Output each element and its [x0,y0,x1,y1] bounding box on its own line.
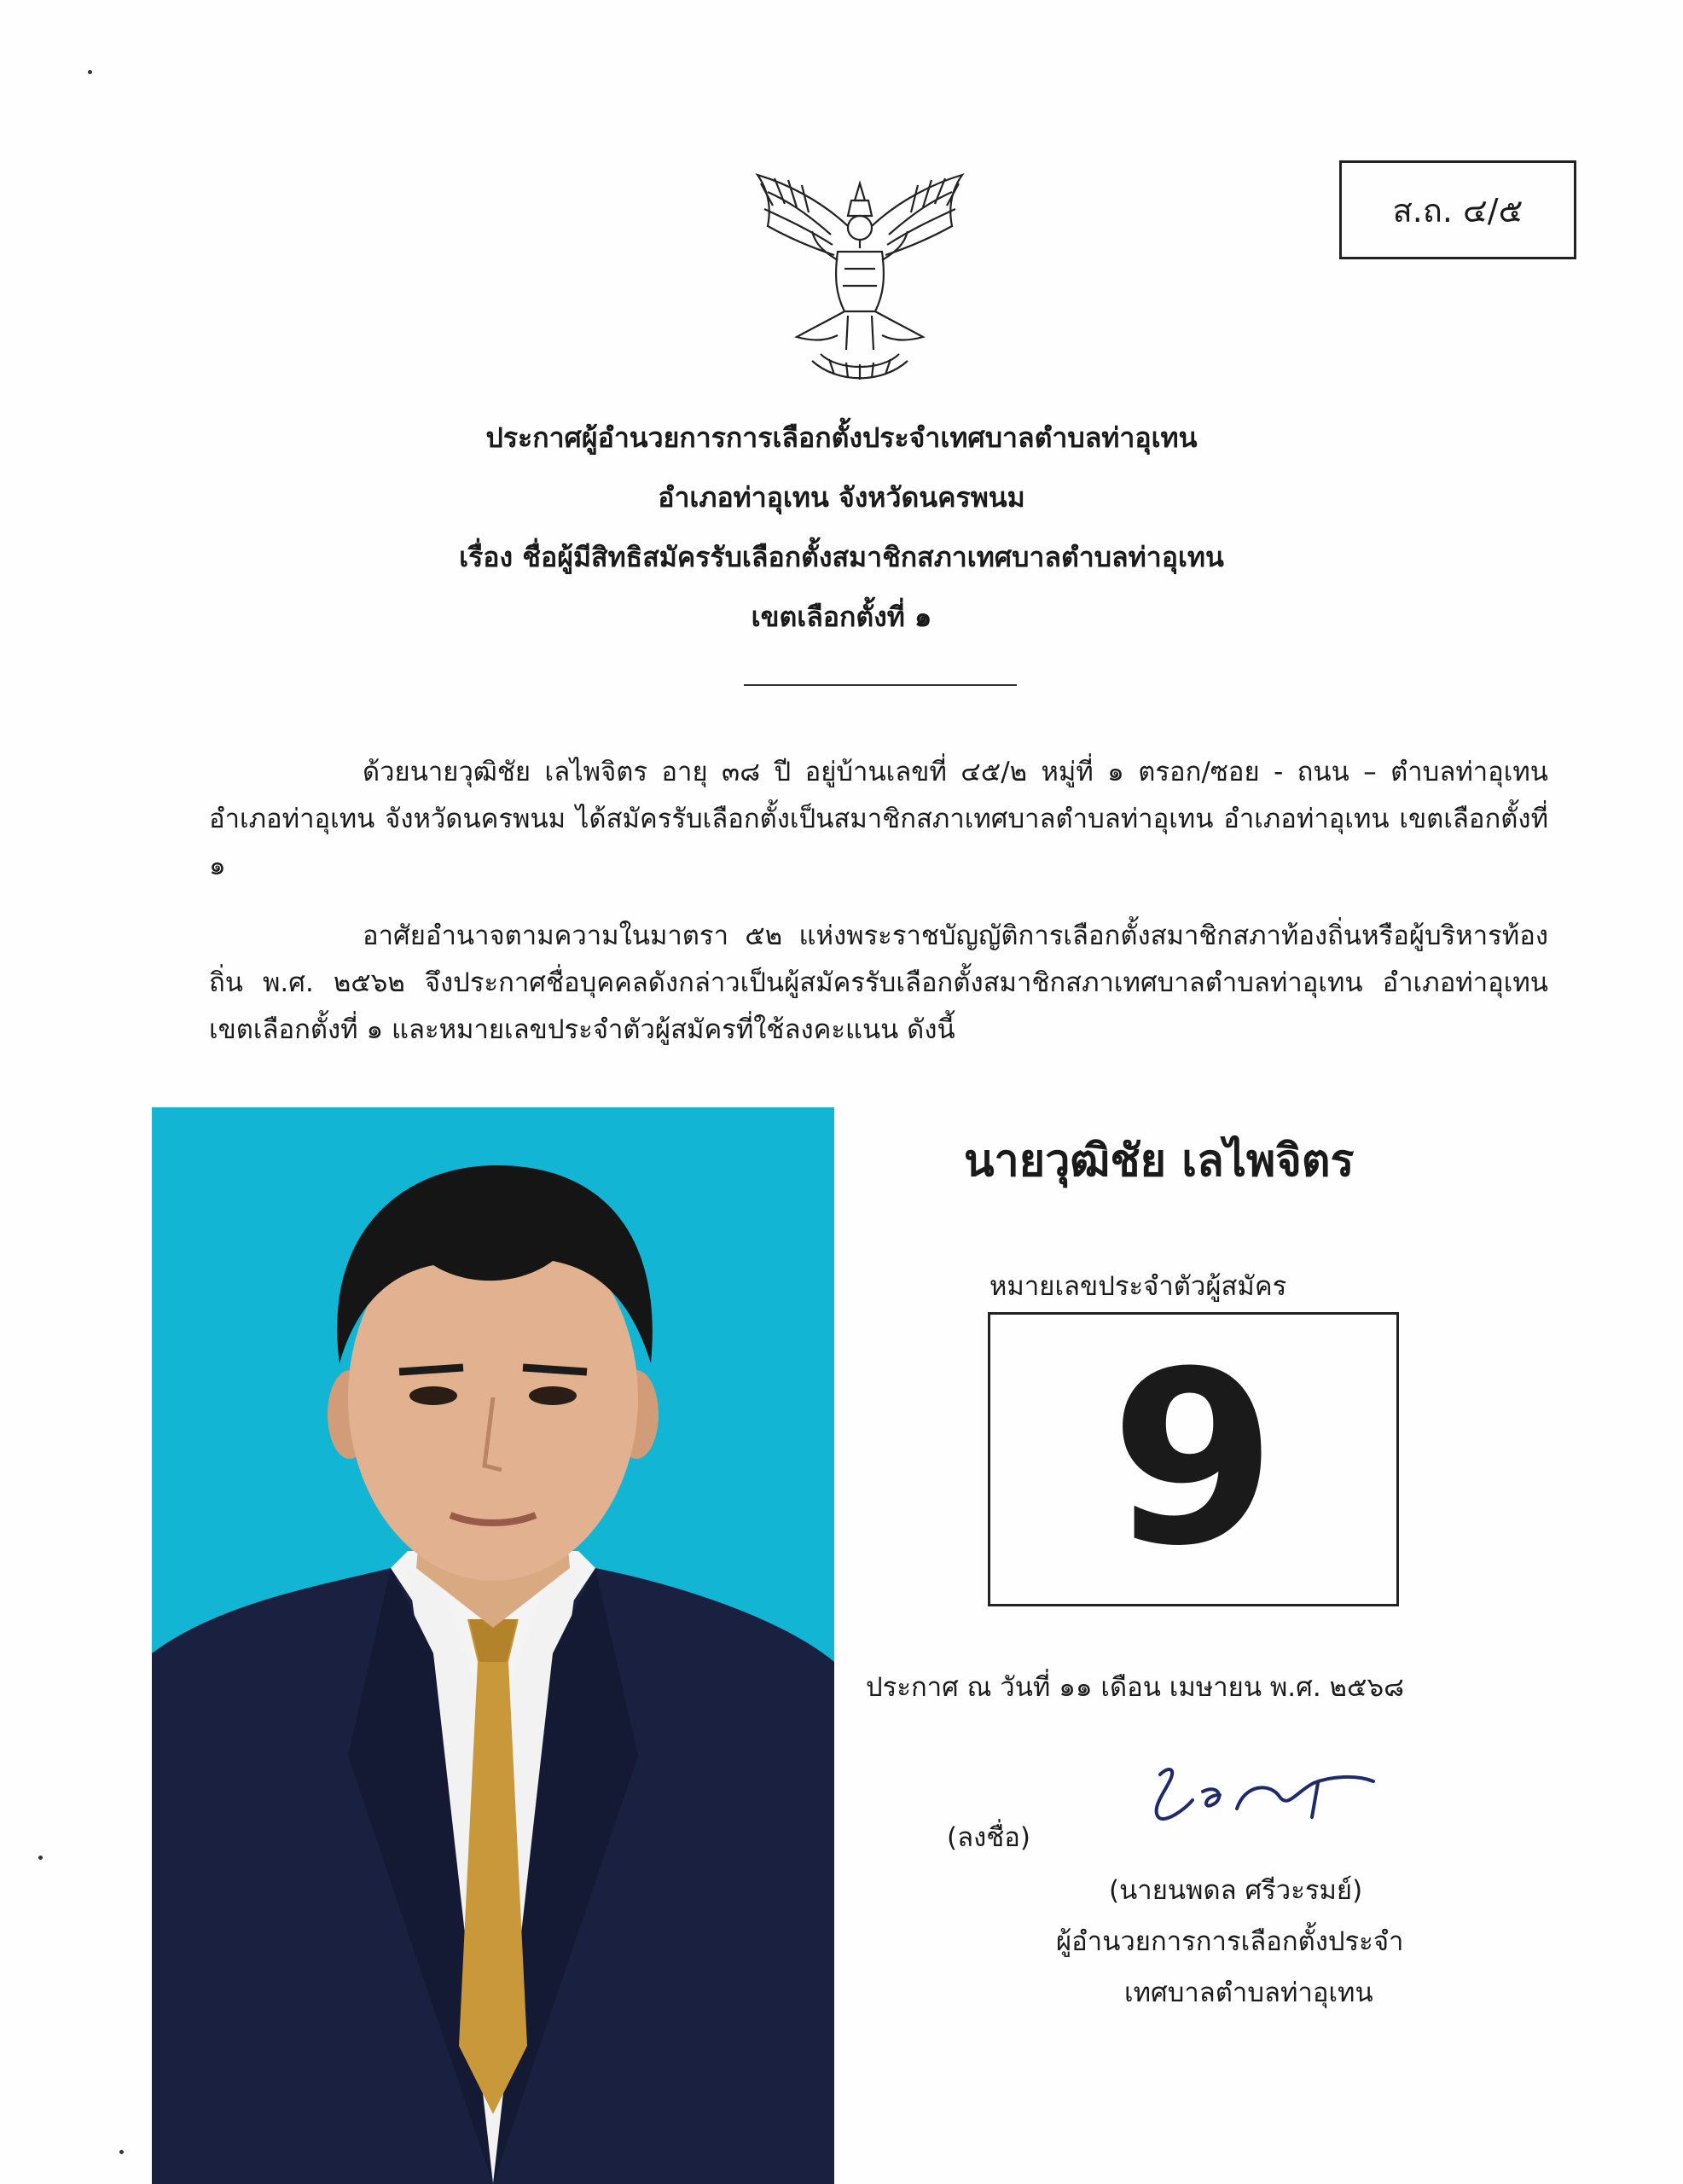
candidate-number-box [988,1312,1399,1606]
garuda-emblem-icon [752,166,967,384]
candidate-name: นายวุฒิชัย เลไพจิตร [964,1136,1355,1187]
scan-speck [88,70,92,74]
form-code: ส.ถ. ๔/๕ [1392,191,1523,229]
body-paragraph-1 [209,749,1548,890]
heading-line-4: เขตเลือกตั้งที่ ๑ [751,601,932,633]
body-paragraph-2 [209,913,1548,1054]
signature-label: (ลงชื่อ) [947,1822,1030,1853]
handwritten-signature-icon [1143,1757,1382,1843]
heading-line-3: เรื่อง ชื่อผู้มีสิทธิสมัครรับเลือกตั้งสมาชิกสภาเทศบาลตำบลท่าอุเทน [459,541,1224,573]
scan-speck [38,1856,43,1860]
announcement-date: ประกาศ ณ วันที่ ๑๑ เดือน เมษายน พ.ศ. ๒๕๖๘ [866,1672,1405,1703]
signer-title-line-1: ผู้อำนวยการการเลือกตั้งประจำ [1056,1926,1404,1957]
body-paragraph-1-text: ด้วยนายวุฒิชัย เลไพจิตร อายุ ๓๘ ปี อยู่บ้านเลขที่ ๔๕/๒ หมู่ที่ ๑ ตรอก/ซอย - ถนน – ตำบลท่าอุเทน อำเภอท่าอุเทน จังหวัดนครพนม ได้สมัครรับเลือกตั้งเป็นสมาชิกสภาเทศบาลตำบลท่าอุเทน อำเภอท่าอุเทน เขตเลือกตั้งที่ ๑ [209,757,1548,881]
signer-title-line-2: เทศบาลตำบลท่าอุเทน [1124,1978,1373,2008]
heading-divider [744,684,1017,686]
candidate-number: 9 [1110,1320,1277,1599]
signer-name: (นายนพดล ศรีวะรมย์) [1109,1875,1363,1906]
body-paragraph-2-text: อาศัยอำนาจตามความในมาตรา ๕๒ แห่งพระราชบัญญัติการเลือกตั้งสมาชิกสภาท้องถิ่นหรือผู้บริหารท้องถิ่น พ.ศ. ๒๕๖๒ จึงประกาศชื่อบุคคลดังกล่าวเป็นผู้สมัครรับเลือกตั้งสมาชิกสภาเทศบาลตำบลท่าอุเทน อำเภอท่าอุเทน เขตเลือกตั้งที่ ๑ และหมายเลขประจำตัวผู้สมัครที่ใช้ลงคะแนน ดังนี้ [209,921,1548,1045]
form-code-box [1339,160,1576,259]
scan-speck [119,2150,124,2154]
heading-line-1: ประกาศผู้อำนวยการการเลือกตั้งประจำเทศบาลตำบลท่าอุเทน [485,421,1198,454]
candidate-photo [152,1107,834,2184]
candidate-portrait-icon [152,1107,834,2184]
heading-line-2: อำเภอท่าอุเทน จังหวัดนครพนม [658,481,1025,514]
candidate-number-label: หมายเลขประจำตัวผู้สมัคร [989,1271,1287,1302]
